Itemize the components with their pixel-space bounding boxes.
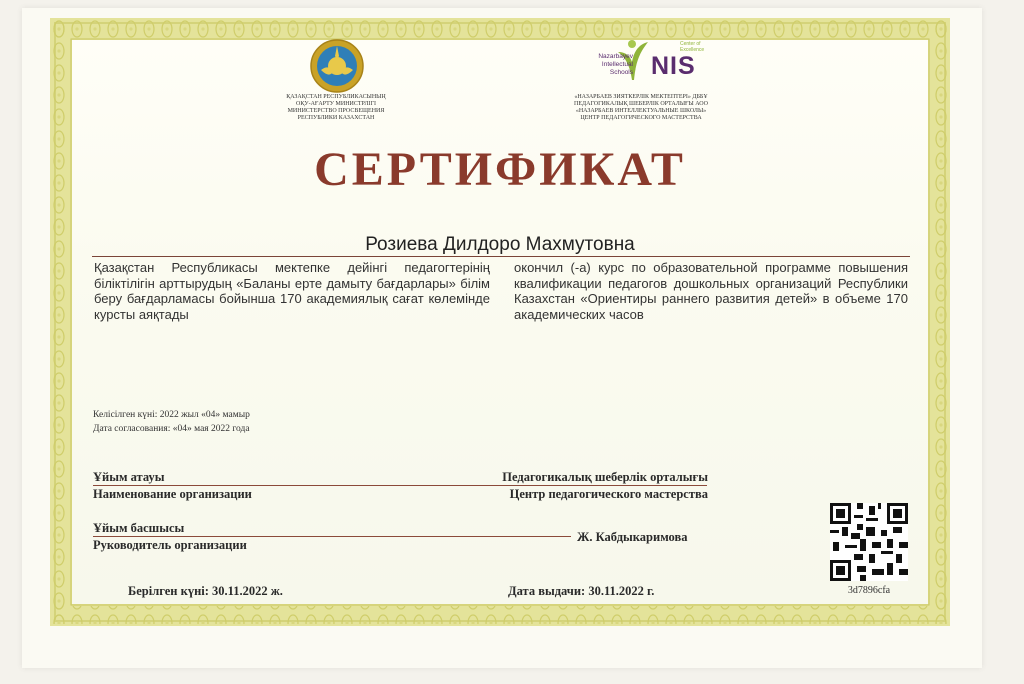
head-label-kk: Ұйым басшысы xyxy=(93,521,185,535)
org-underline xyxy=(93,485,707,486)
certificate-frame xyxy=(50,18,950,626)
org-label-kk: Ұйым атауы xyxy=(93,470,165,484)
nis-org-name: «НАЗАРБАЕВ ЗИЯТКЕРЛІК МЕКТЕПТЕРІ» ДББҰ ПЕДАГОГИКАЛЫҚ ШЕБЕРЛІК ОРТАЛЫҒЫ АОО «НАЗАРБАЕВ ИНТЕЛЛЕКТУАЛЬНЫЕ ШКОЛЫ» ЦЕНТР ПЕДАГОГИЧЕСКОГО МАСТЕРСТВА xyxy=(574,94,708,121)
org-label-ru: Наименование организации xyxy=(93,487,252,501)
name-underline xyxy=(92,256,910,257)
course-text-ru: окончил (-а) курс по образовательной программе повышения квалификации педагогов дошкольных организаций Республики Казахстан «Ориентиры раннего развития детей» в объеме 170 академических часов xyxy=(514,260,908,322)
qr-code-id: 3d7896cfa xyxy=(847,585,891,596)
recipient-name: Розиева Дилдоро Махмутовна xyxy=(365,234,635,255)
nis-word-3: Schools xyxy=(609,69,633,76)
nis-full-name xyxy=(583,53,633,77)
course-text-kk: Қазақстан Республикасы мектепке дейінгі педагогтерінің біліктілігін арттырудың «Баланы ерте дамыту бағдарлары» білім беру бағдарламасы бойынша 170 академиялық сағат көлемінде курсты аяқтады xyxy=(94,260,490,322)
certificate-title: СЕРТИФИКАТ xyxy=(314,143,686,196)
ministry-name: ҚАЗАҚСТАН РЕСПУБЛИКАСЫНЫҢ ОҚУ-АҒАРТУ МИНИСТРЛІГІ МИНИСТЕРСТВО ПРОСВЕЩЕНИЯ РЕСПУБЛИКИ КАЗАХСТАН xyxy=(286,94,386,121)
agreement-date-kk: Келісілген күні: 2022 жыл «04» мамыр xyxy=(93,410,250,420)
nis-word-2: Intellectual xyxy=(601,61,633,68)
qr-code-icon xyxy=(830,503,908,581)
org-value-kk: Педагогикалық шеберлік орталығы xyxy=(502,470,708,484)
issue-date-ru: Дата выдачи: 30.11.2022 г. xyxy=(508,584,655,598)
head-underline xyxy=(93,536,571,537)
agreement-date-ru: Дата согласования: «04» мая 2022 года xyxy=(93,424,250,434)
head-label-ru: Руководитель организации xyxy=(93,538,247,552)
nis-word-1: Nazarbayev xyxy=(598,53,633,60)
kazakhstan-emblem-icon xyxy=(309,38,365,94)
head-signatory-name: Ж. Кабдыкаримова xyxy=(577,530,688,544)
nis-brand: NIS xyxy=(651,52,696,80)
issue-date-kk: Берілген күні: 30.11.2022 ж. xyxy=(128,584,283,598)
nis-tagline: Center of Excellence xyxy=(680,41,705,53)
org-value-ru: Центр педагогического мастерства xyxy=(509,487,708,501)
